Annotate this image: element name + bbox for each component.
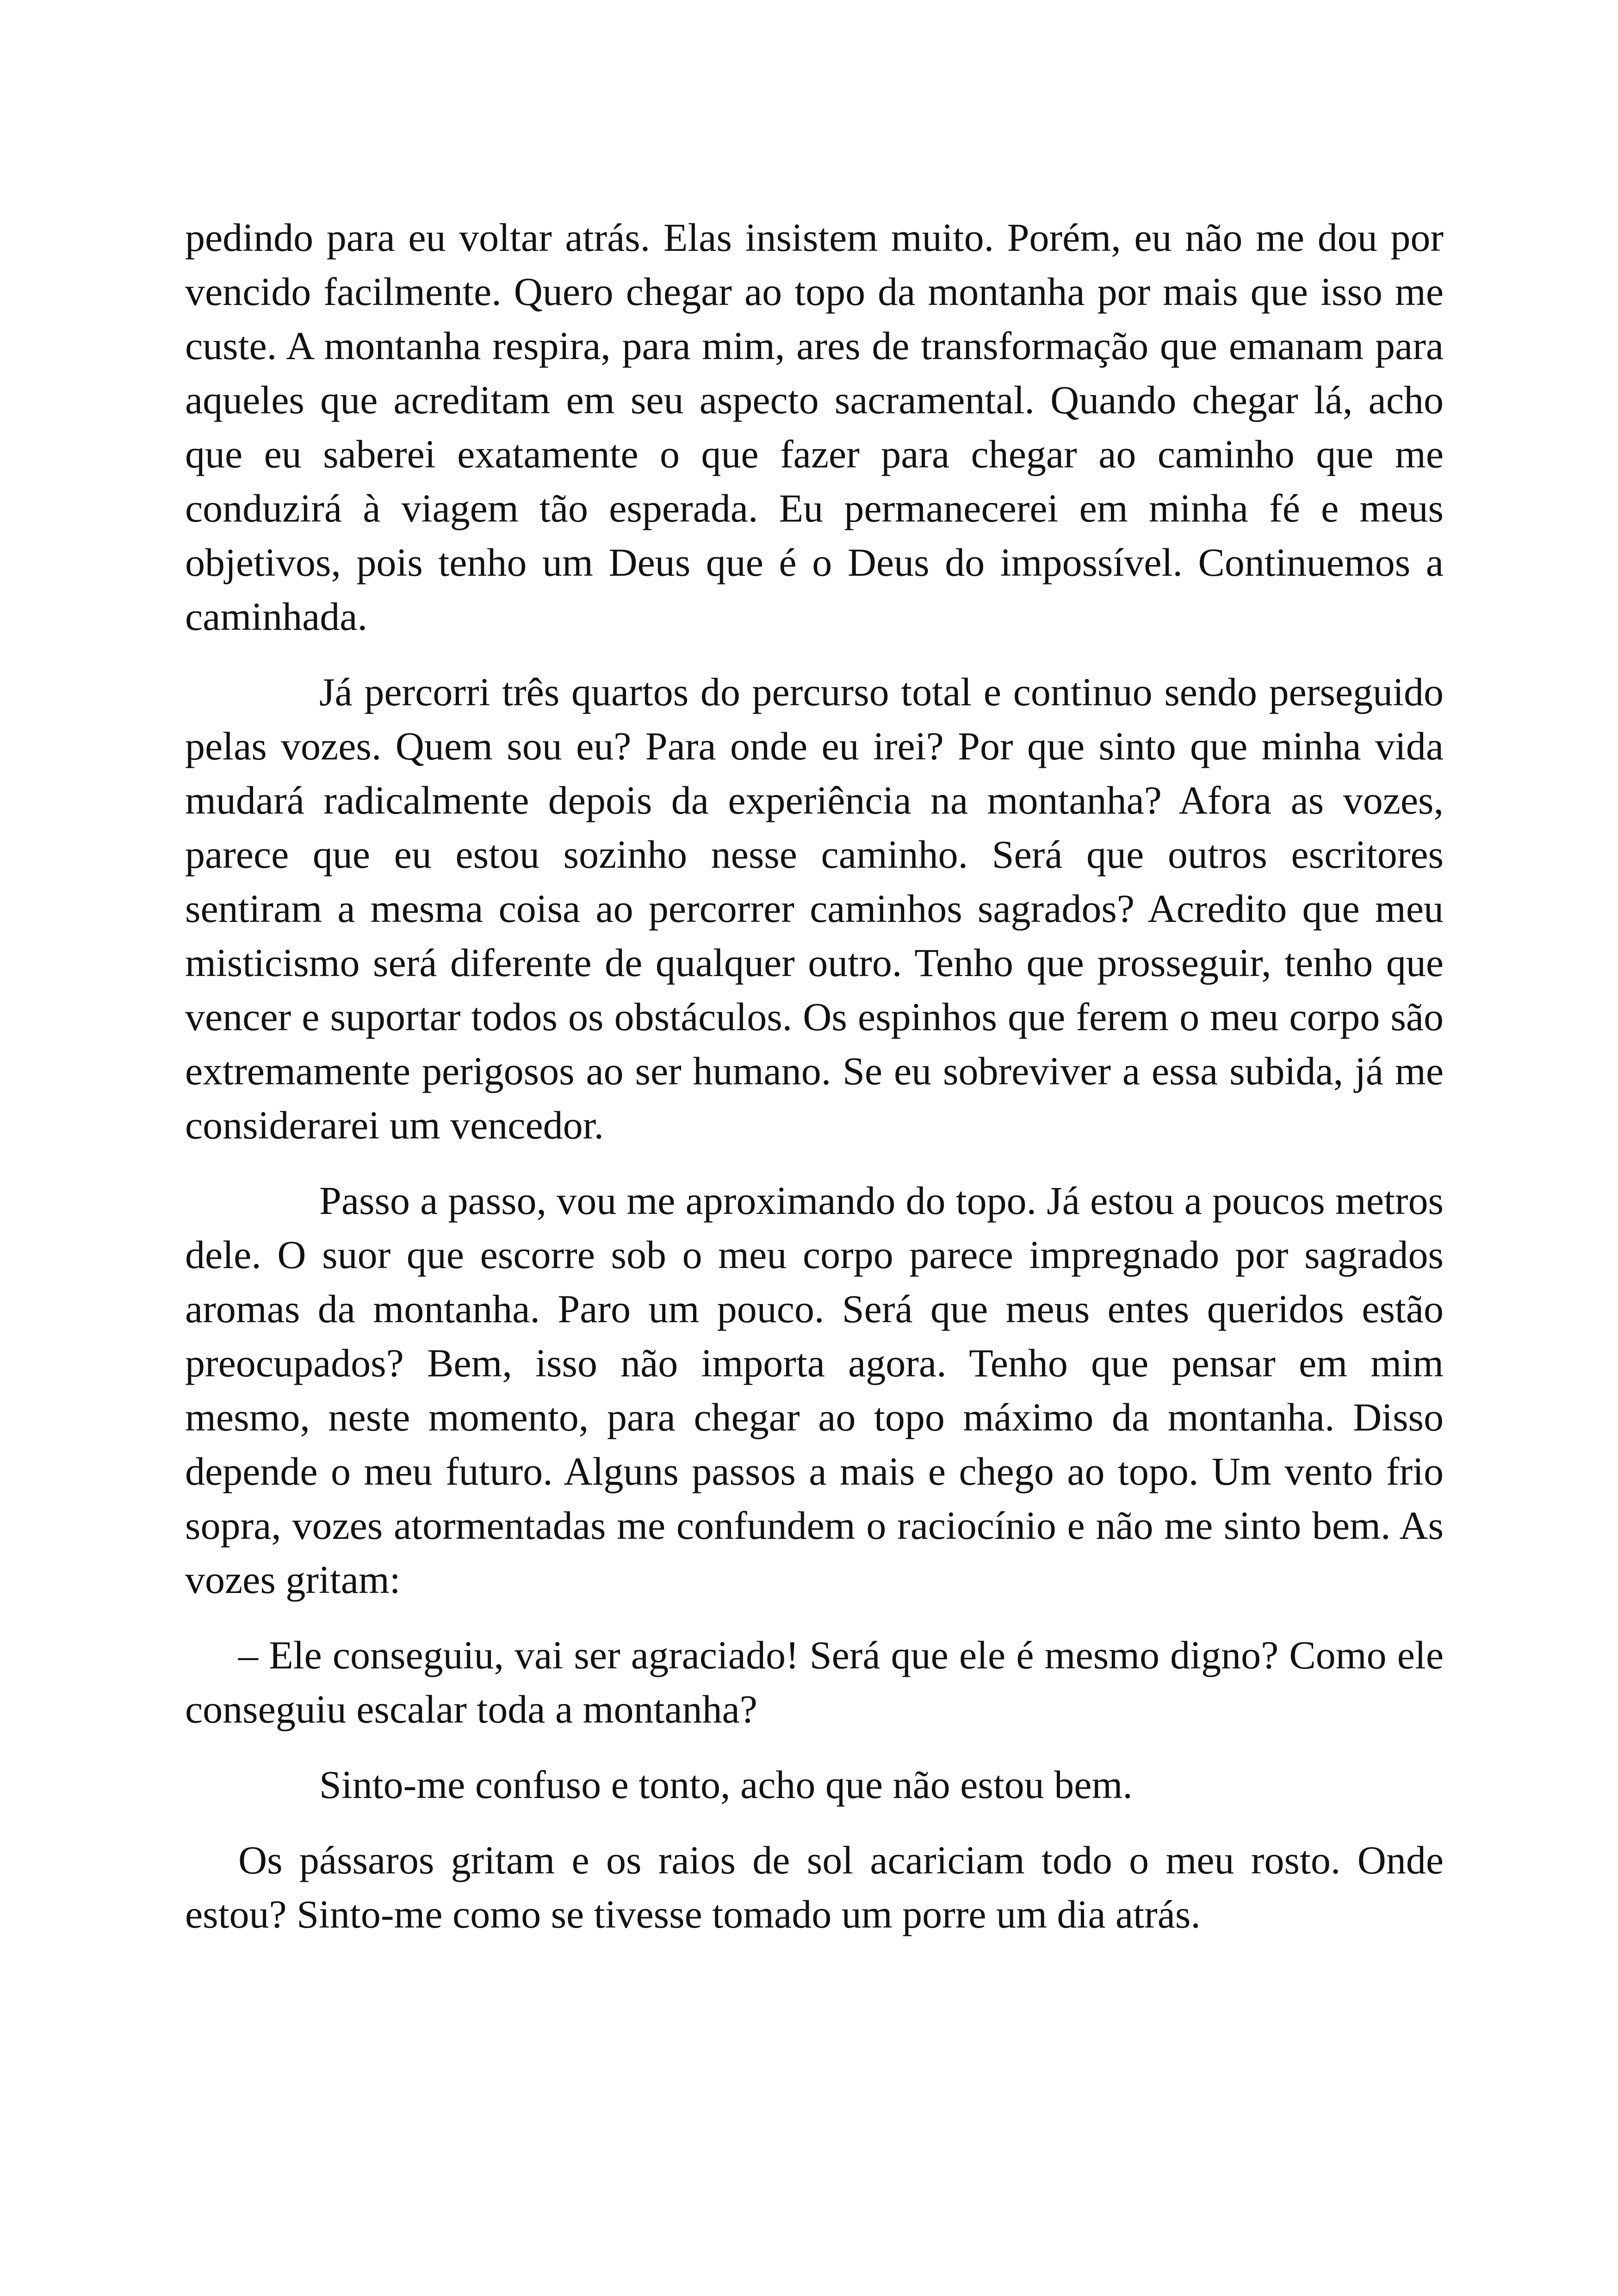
paragraph-5: Sinto-me confuso e tonto, acho que não estou bem. — [319, 1762, 1133, 1807]
page-text — [185, 211, 1444, 1941]
dialogue-paragraph: – Ele conseguiu, vai ser agraciado! Será que ele é mesmo digno? Como ele conseguiu escalar toda a montanha? — [185, 1633, 1444, 1731]
paragraph-6: Os pássaros gritam e os raios de sol acariciam todo o meu rosto. Onde estou? Sinto-me como se tivesse tomado um porre um dia atrás. — [185, 1838, 1444, 1936]
paragraph-1: pedindo para eu voltar atrás. Elas insistem muito. Porém, eu não me dou por vencido facilmente. Quero chegar ao topo da montanha por mais que isso me custe. A montanha respira, para mim, ares de transformação que emanam para aqueles que acreditam em seu aspecto sacramental. Quando chegar lá, acho que eu saberei exatamente o que fazer para chegar ao caminho que me conduzirá à viagem tão esperada. Eu permanecerei em minha fé e meus objetivos, pois tenho um Deus que é o Deus do impossível. Continuemos a caminhada. — [185, 215, 1444, 639]
paragraph-3: Passo a passo, vou me aproximando do topo. Já estou a poucos metros dele. O suor que escorre sob o meu corpo parece impregnado por sagrados aromas da montanha. Paro um pouco. Será que meus entes queridos estão preocupados? Bem, isso não importa agora. Tenho que pensar em mim mesmo, neste momento, para chegar ao topo máximo da montanha. Disso depende o meu futuro. Alguns passos a mais e chego ao topo. Um vento frio sopra, vozes atormentadas me confundem o raciocínio e não me sinto bem. As vozes gritam: — [185, 1178, 1444, 1602]
paragraph-2: Já percorri três quartos do percurso total e continuo sendo perseguido pelas vozes. Quem sou eu? Para onde eu irei? Por que sinto que minha vida mudará radicalmente depois da experiência na montanha? Afora as vozes, parece que eu estou sozinho nesse caminho. Será que outros escritores sentiram a mesma coisa ao percorrer caminhos sagrados? Acredito que meu misticismo será diferente de qualquer outro. Tenho que prosseguir, tenho que vencer e suportar todos os obstáculos. Os espinhos que ferem o meu corpo são extremamente perigosos ao ser humano. Se eu sobreviver a essa subida, já me considerarei um vencedor. — [185, 670, 1444, 1147]
